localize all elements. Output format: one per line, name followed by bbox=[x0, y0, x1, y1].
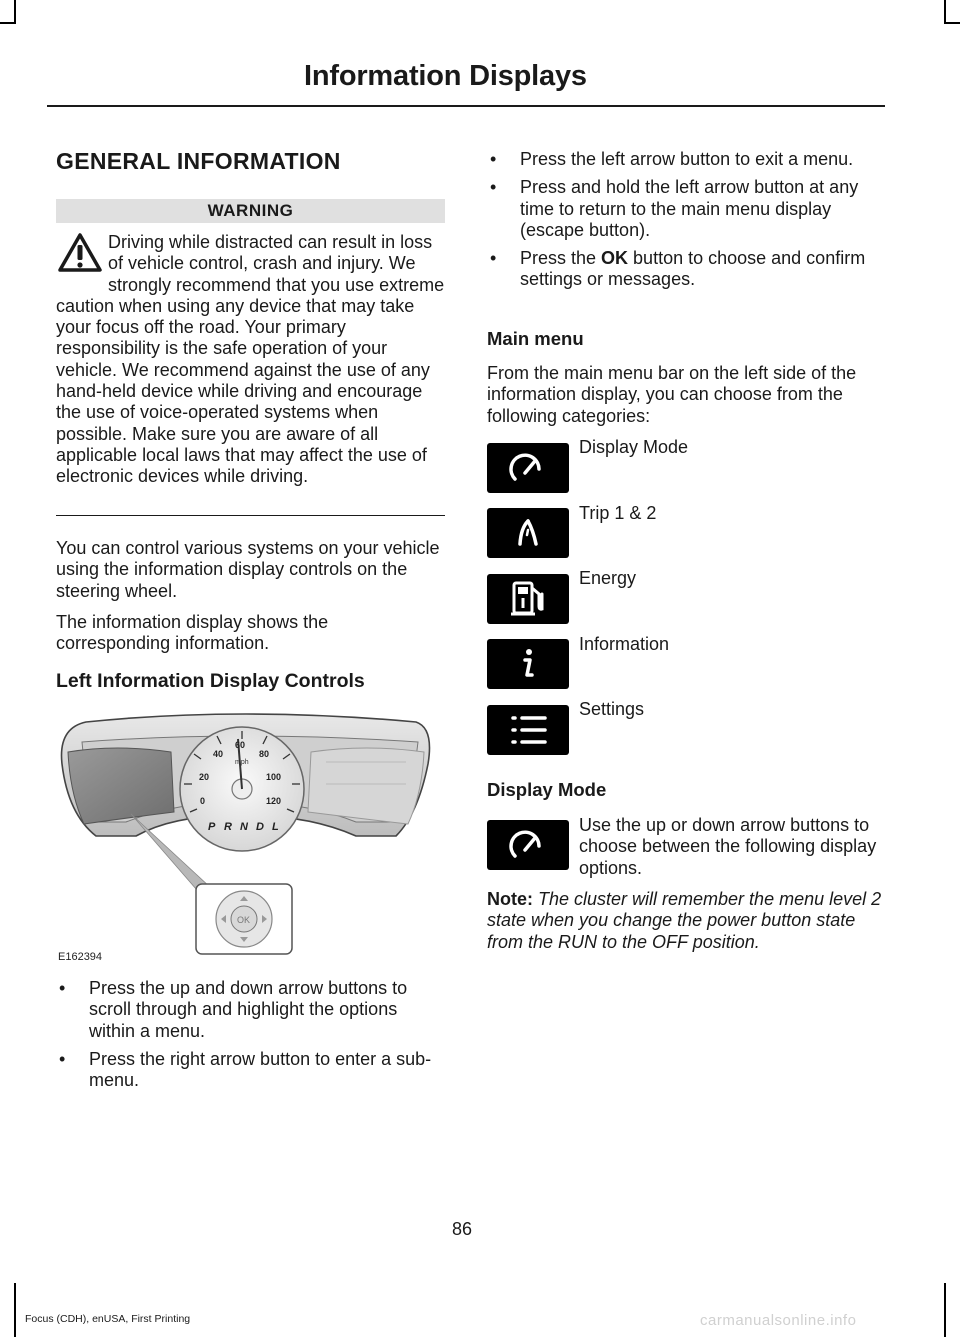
gear-letter: P bbox=[208, 821, 216, 833]
road-icon bbox=[487, 508, 569, 558]
list-item: • Press the right arrow button to enter a sub-menu. bbox=[59, 1048, 432, 1091]
list-icon bbox=[487, 705, 569, 755]
watermark: carmanualsonline.info bbox=[700, 1312, 857, 1329]
page-number: 86 bbox=[452, 1219, 473, 1239]
bullet-text: Press the up and down arrow buttons to scroll through and highlight the options within a menu. bbox=[89, 978, 408, 1041]
gear-letter: N bbox=[240, 821, 248, 833]
ok-keyword: OK bbox=[601, 248, 629, 269]
information-icon-box bbox=[487, 639, 569, 689]
display-mode-description: Use the up or down arrow buttons to choose between the following display options. bbox=[579, 815, 877, 878]
warning-text: Driving while distracted can result in loss of vehicle control, crash and injury. We strongly recommend that you use extreme caution when using any device that may take your focus off the road. Your primary responsibility is the safe operation of your vehicle. We recommend against the use of any hand-held device while driving and encourage the use of voice-operated systems when possible. Make sure you are aware of all applicable local laws that may affect the use of electronic devices while driving. bbox=[56, 232, 445, 487]
gear-letter: L bbox=[272, 821, 279, 833]
list-item: • Press the up and down arrow buttons to scroll through and highlight the options within a menu. bbox=[59, 978, 408, 1041]
note-text: The cluster will remember the menu level 2 state when you change the power button state from the RUN to the OFF position. bbox=[487, 889, 882, 952]
speed-tick-label: 40 bbox=[213, 749, 224, 759]
menu-item-display-mode: Display Mode bbox=[579, 437, 689, 457]
intro-paragraph: You can control various systems on your vehicle using the information display controls on the steering wheel. bbox=[56, 538, 440, 601]
display-mode-icon-box-2 bbox=[487, 820, 569, 870]
crop-mark-top-left bbox=[14, 0, 16, 22]
menu-item-trip: Trip 1 & 2 bbox=[579, 503, 657, 523]
bullet-text-before: Press the bbox=[520, 248, 602, 269]
instrument-cluster-illustration bbox=[56, 704, 446, 966]
warning-triangle-icon bbox=[58, 232, 102, 274]
settings-icon-box bbox=[487, 705, 569, 755]
bullet-text-after: button to choose and confirm settings or messages. bbox=[520, 248, 866, 290]
warning-text-block bbox=[56, 232, 446, 488]
figure-id: E162394 bbox=[58, 951, 103, 963]
display-mode-icon-box bbox=[487, 443, 569, 493]
bullet-text: Press the right arrow button to enter a sub-menu. bbox=[89, 1048, 432, 1091]
menu-item-settings: Settings bbox=[579, 699, 645, 719]
speed-tick-label: 100 bbox=[266, 772, 282, 782]
right-bullet-list bbox=[487, 149, 882, 298]
crop-mark-top-left-h bbox=[0, 22, 16, 24]
list-item: • Press and hold the left arrow button at any time to return to the main menu display (escape button). bbox=[490, 177, 859, 240]
left-bullet-list bbox=[56, 978, 448, 1098]
bullet-text: Press the left arrow button to exit a menu. bbox=[520, 149, 854, 169]
display-paragraph: The information display shows the corresponding information. bbox=[56, 612, 329, 654]
list-item: • Press the left arrow button to exit a menu. bbox=[490, 149, 854, 169]
speed-tick-label: 120 bbox=[266, 796, 282, 806]
header-divider bbox=[47, 105, 885, 107]
trip-icon-box bbox=[487, 508, 569, 558]
speed-unit-label: mph bbox=[235, 759, 249, 766]
info-icon bbox=[487, 639, 569, 689]
energy-icon-box bbox=[487, 574, 569, 624]
left-controls-heading: Left Information Display Controls bbox=[56, 670, 365, 692]
speed-tick-label: 60 bbox=[235, 740, 246, 750]
speed-tick-label: 80 bbox=[259, 749, 270, 759]
crop-mark-top-right-h bbox=[944, 22, 960, 24]
main-menu-heading: Main menu bbox=[487, 328, 584, 349]
gear-letter: D bbox=[256, 821, 264, 833]
bullet-text: Press and hold the left arrow button at any time to return to the main menu display (escape button). bbox=[520, 177, 859, 240]
ok-button-label: OK bbox=[237, 915, 251, 925]
speed-tick-label: 20 bbox=[199, 772, 210, 782]
warning-label: WARNING bbox=[56, 199, 445, 223]
speedometer-icon bbox=[487, 820, 569, 870]
right-display-screen bbox=[308, 748, 424, 824]
note-paragraph bbox=[487, 889, 882, 953]
crop-mark-bottom-left bbox=[14, 1283, 16, 1337]
crop-mark-bottom-right bbox=[944, 1283, 946, 1337]
note-label: Note: bbox=[487, 889, 533, 909]
left-display-screen bbox=[68, 748, 174, 824]
list-item: • Press the OK button to choose and confirm settings or messages. bbox=[490, 248, 866, 290]
speedometer-icon bbox=[487, 443, 569, 493]
fuel-pump-icon bbox=[487, 574, 569, 624]
menu-item-information: Information bbox=[579, 634, 670, 654]
section-title: GENERAL INFORMATION bbox=[56, 148, 341, 174]
speed-tick-label: 0 bbox=[200, 796, 206, 806]
crop-mark-top-right bbox=[944, 0, 946, 22]
page-header-title: Information Displays bbox=[304, 60, 587, 92]
warning-divider bbox=[56, 515, 445, 516]
main-menu-intro: From the main menu bar on the left side of the information display, you can choose from the following categories: bbox=[487, 363, 857, 426]
edition-footer: Focus (CDH), enUSA, First Printing bbox=[25, 1313, 191, 1325]
menu-item-energy: Energy bbox=[579, 568, 637, 588]
display-mode-heading: Display Mode bbox=[487, 779, 607, 800]
gear-letter: R bbox=[224, 821, 232, 833]
